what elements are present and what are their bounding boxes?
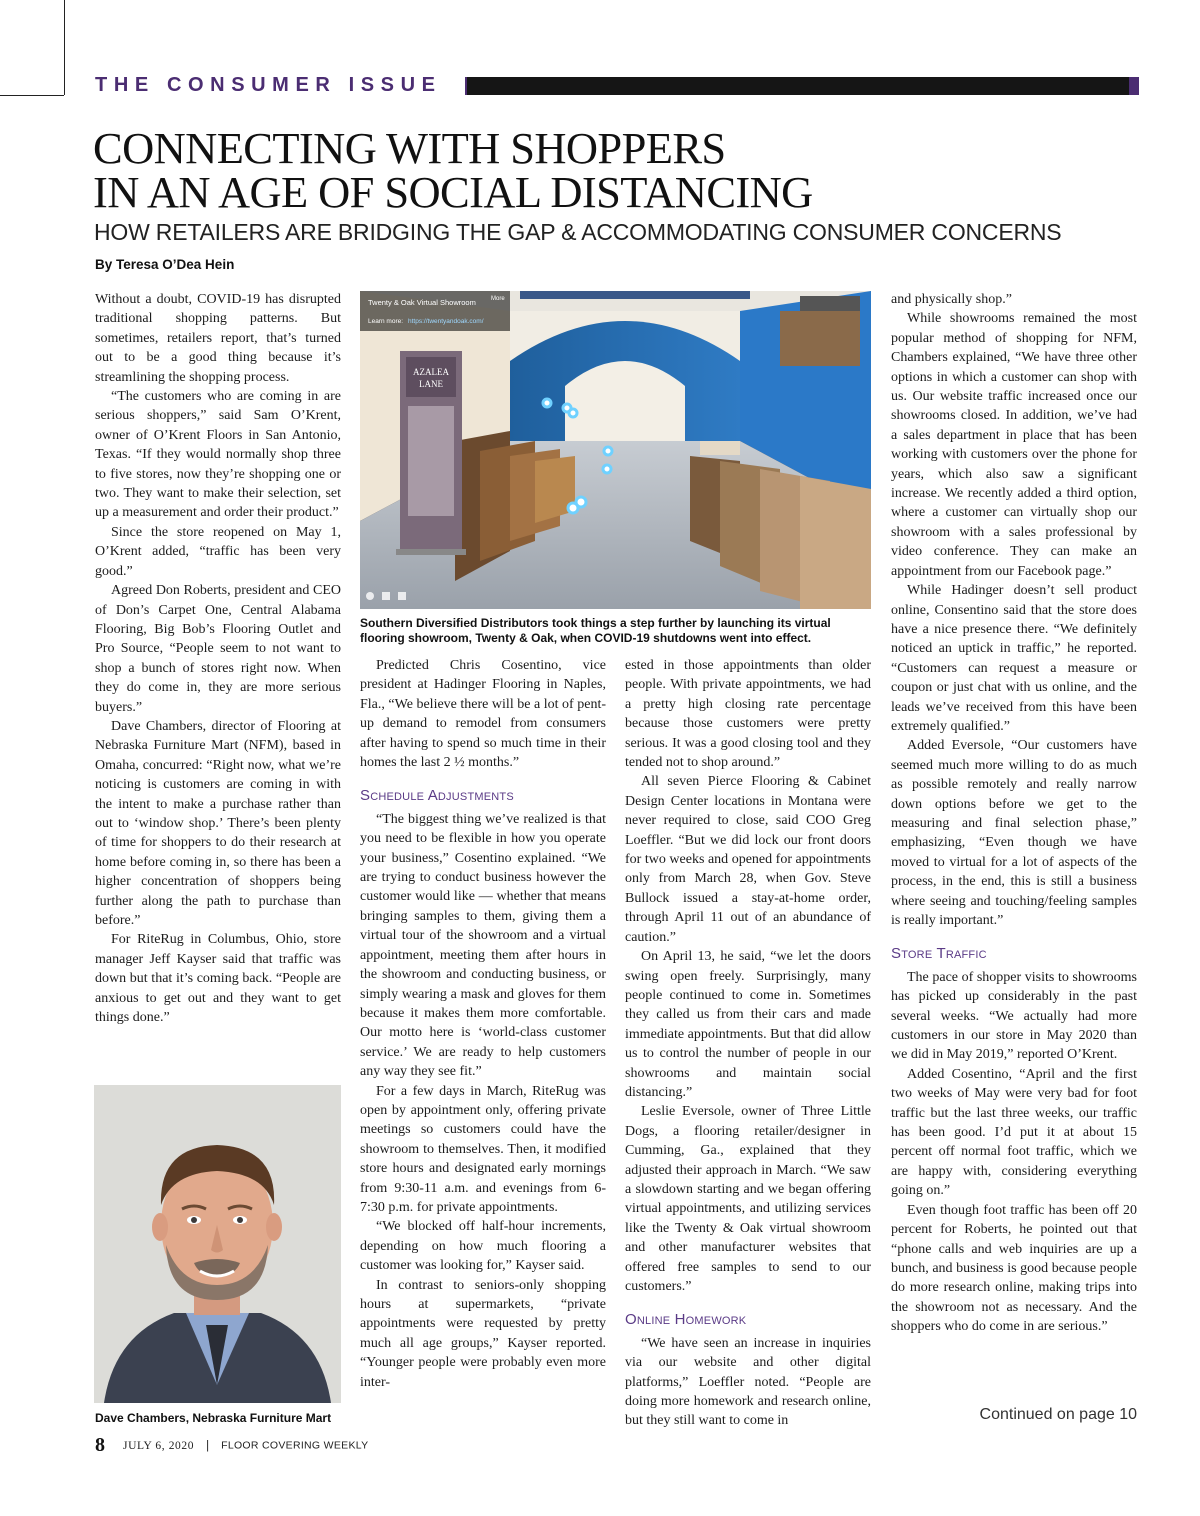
paragraph: Since the store reopened on May 1, O’Krent added, “traffic has been very good.” [95,524,341,579]
portrait-illustration [94,1085,341,1403]
subhead-store-traffic: Store Traffic [891,945,987,963]
article-column-1 [95,290,341,1027]
paragraph: In contrast to seniors-only shopping hours at supermarkets, “private appointments were requested by pretty much all age groups,” Kayser reported. “Younger people were probably even more inter- [360,1277,606,1390]
paragraph: On April 13, he said, “we let the doors swing open freely. Surprisingly, many people continued to come in. Sometimes they called us from their cars and made immediate appointments. But that did allow us to control the number of people in our showrooms and maintain social distancing.” [625,949,871,1100]
paragraph: While Hadinger doesn’t sell product online, Consentino said that the store does have a nice presence there. “We definitely noticed an uptick in traffic,” he reported. “Customers can request a measure or coupon or just chat with us online, and the leads we’ve received from this have been extremely qualified.” [891,583,1137,734]
showroom-more-label: More [491,296,505,302]
crop-mark-vertical [64,0,65,95]
article-column-2 [360,656,606,1392]
article-column-4 [891,290,1137,1337]
paragraph: ested in those appointments than older people. With private appointments, we had a pretty high closing rate percentage because those customers were pretty serious. It was a good closing tool and they tended not to shop around.” [625,658,871,771]
showroom-caption: Southern Diversified Distributors took things a step further by launching its virtual flooring showroom, Twenty & Oak, when COVID-19 shutdowns went into effect. [360,616,831,645]
paragraph: “The biggest thing we’ve realized is that you need to be flexible in how you operate your business,” Cosentino explained. “We are trying to conduct business however the customer would like — whether that means bringing samples to them, giving them a virtual tour of the showroom and a virtual appointment, meeting them after hours in the showroom and conducting business, or simply wearing a mask and gloves for them because it makes them more comfortable. Our motto here is ‘world-class customer service.’ We are ready to help customers any way they see fit.” [360,811,606,1080]
banner-brand-line2: LANE [419,379,443,389]
showroom-url: https://twentyandoak.com/ [408,318,484,325]
paragraph: and physically shop.” [891,292,1012,307]
showroom-illustration [360,291,871,609]
headline-line-1: CONNECTING WITH SHOPPERS [93,123,726,173]
section-bar-accent [1129,77,1139,95]
paragraph: For RiteRug in Columbus, Ohio, store manager Jeff Kayser said that traffic was down but that it’s coming back. “People are anxious to get out and they want to get things done.” [95,932,341,1026]
paragraph: For a few days in March, RiteRug was open by appointment only, offering private meetings so customers could have the showroom to themselves. Then, it modified store hours and designated early mornings from 9:30-11 a.m. and evenings from 6-7:30 p.m. for private appointments. [360,1083,606,1215]
paragraph: Without a doubt, COVID-19 has disrupted traditional shopping patterns. But sometimes, retailers report, that’s turned out to be a good thing because it’s streamlining the shopping process. [95,292,341,385]
paragraph: “We blocked off half-hour increments, depending on how much flooring a customer was looking for,” Kayser said. [360,1219,606,1274]
section-label: THE CONSUMER ISSUE [95,74,442,96]
subhead-schedule-adjustments: Schedule Adjustments [360,787,514,805]
headline [93,123,1133,217]
footer-separator: | [206,1439,210,1452]
page-footer [95,1434,368,1457]
publication-name: FLOOR COVERING WEEKLY [221,1439,369,1452]
paragraph: All seven Pierce Flooring & Cabinet Design Center locations in Montana were never required to close, said COO Greg Loeffler. “But we did lock our front doors for two weeks and opened for appointments only from March 28, when Gov. Steve Bullock issued a stay-at-home order, through April 11 out of an abundance of caution.” [625,774,871,945]
paragraph: Predicted Chris Cosentino, vice president at Hadinger Flooring in Naples, Fla., “We believe there will be a lot of pent-up demand to remodel from consumers after having to spend so much time in their homes the last 2 ½ months.” [360,658,606,771]
paragraph: Agreed Don Roberts, president and CEO of Don’s Carpet One, Central Alabama Flooring, Big Bob’s Flooring Outlet and Pro Source, “People seem to not want to shop a bunch of stores right now. When they do come in, they are more serious buyers.” [95,583,341,715]
issue-date: JULY 6, 2020 [123,1439,195,1452]
paragraph: The pace of shopper visits to showrooms has picked up considerably in the past several weeks. “We actually had more customers in our store in May 2020 than we did in May 2019,” reported O’Krent. [891,969,1137,1063]
portrait-caption: Dave Chambers, Nebraska Furniture Mart [95,1411,332,1425]
crop-mark-horizontal [0,95,64,96]
paragraph: Even though foot traffic has been off 20 percent for Roberts, he pointed out that “phone calls and web inquiries are up a bunch, and business is good because people do more research online, making trips into the showroom not as necessary. And the shoppers who do come in are serious.” [891,1202,1137,1335]
paragraph: Dave Chambers, director of Flooring at Nebraska Furniture Mart (NFM), based in Omaha, concurred: “Right now, what we’re noticing is customers are coming in with the intent to make a purchase rather than out to ‘window shop.’ There’s been plenty of time for shoppers to do their research at home before coming in, so there has been a higher concentration of shoppers being further along the path to purchase than before.” [95,718,341,928]
article-column-3 [625,656,871,1431]
banner-brand-line1: AZALEA [413,367,449,377]
continued-link[interactable]: Continued on page 10 [979,1406,1137,1423]
paragraph: “The customers who are coming in are serious shoppers,” said Sam O’Krent, owner of O’Krent Floors in San Antonio, Texas. “If they would normally shop three to five stores, now they’re shopping one or two. They want to make their selection, set up a measurement and order their product.” [95,389,341,521]
paragraph: Leslie Eversole, owner of Three Little Dogs, a flooring retailer/designer in Cumming, Ga., explained that they adjusted their approach in March. “We saw a slowdown starting and we began offering virtual appointments, and utilizing services like the Twenty & Oak virtual showroom and other manufacturer websites that offered free samples to send to our customers.” [625,1104,871,1294]
showroom-learn-more: Learn more: [368,318,404,325]
page-number: 8 [95,1434,105,1456]
paragraph: While showrooms remained the most popular method of shopping for NFM, Chambers explained, “We have three other options in which a customer can shop with us. Our website traffic increased once our showrooms closed. In addition, we’ve had a sales department in place that has been working with customers over the phone for years, which also saw a significant increase. We recently added a third option, where a customer can virtually shop our showroom with a sales professional by video conference. They can make an appointment from our Facebook page.” [891,311,1137,579]
headline-line-2: IN AN AGE OF SOCIAL DISTANCING [93,167,813,217]
section-bar [467,77,1129,95]
showroom-title-small: Twenty & Oak Virtual Showroom [368,298,476,307]
subhead-online-homework: Online Homework [625,1311,747,1329]
byline: By Teresa O’Dea Hein [95,257,235,272]
portrait-photo [94,1085,341,1403]
showroom-photo [360,291,871,609]
paragraph: Added Cosentino, “April and the first two weeks of May were very bad for foot traffic but the last three weeks, our traffic has been good. I’d put it at about 15 percent off normal foot traffic, which we are happy with, considering everything going on.” [891,1066,1137,1199]
paragraph: “We have seen an increase in inquiries via our website and other digital platforms,” Loeffler noted. “People are doing more homework and research online, but they still want to come in [625,1335,871,1429]
deck-subtitle: HOW RETAILERS ARE BRIDGING THE GAP & ACCOMMODATING CONSUMER CONCERNS [94,219,1062,245]
paragraph: Added Eversole, “Our customers have seemed much more willing to do as much as possible remotely and really narrow down options before we get to the measuring and final selection phase,” emphasizing, “Even though we have moved to virtual for a lot of aspects of the process, in the end, this is still a business where seeing and touching/feeling samples is really important.” [891,738,1137,928]
